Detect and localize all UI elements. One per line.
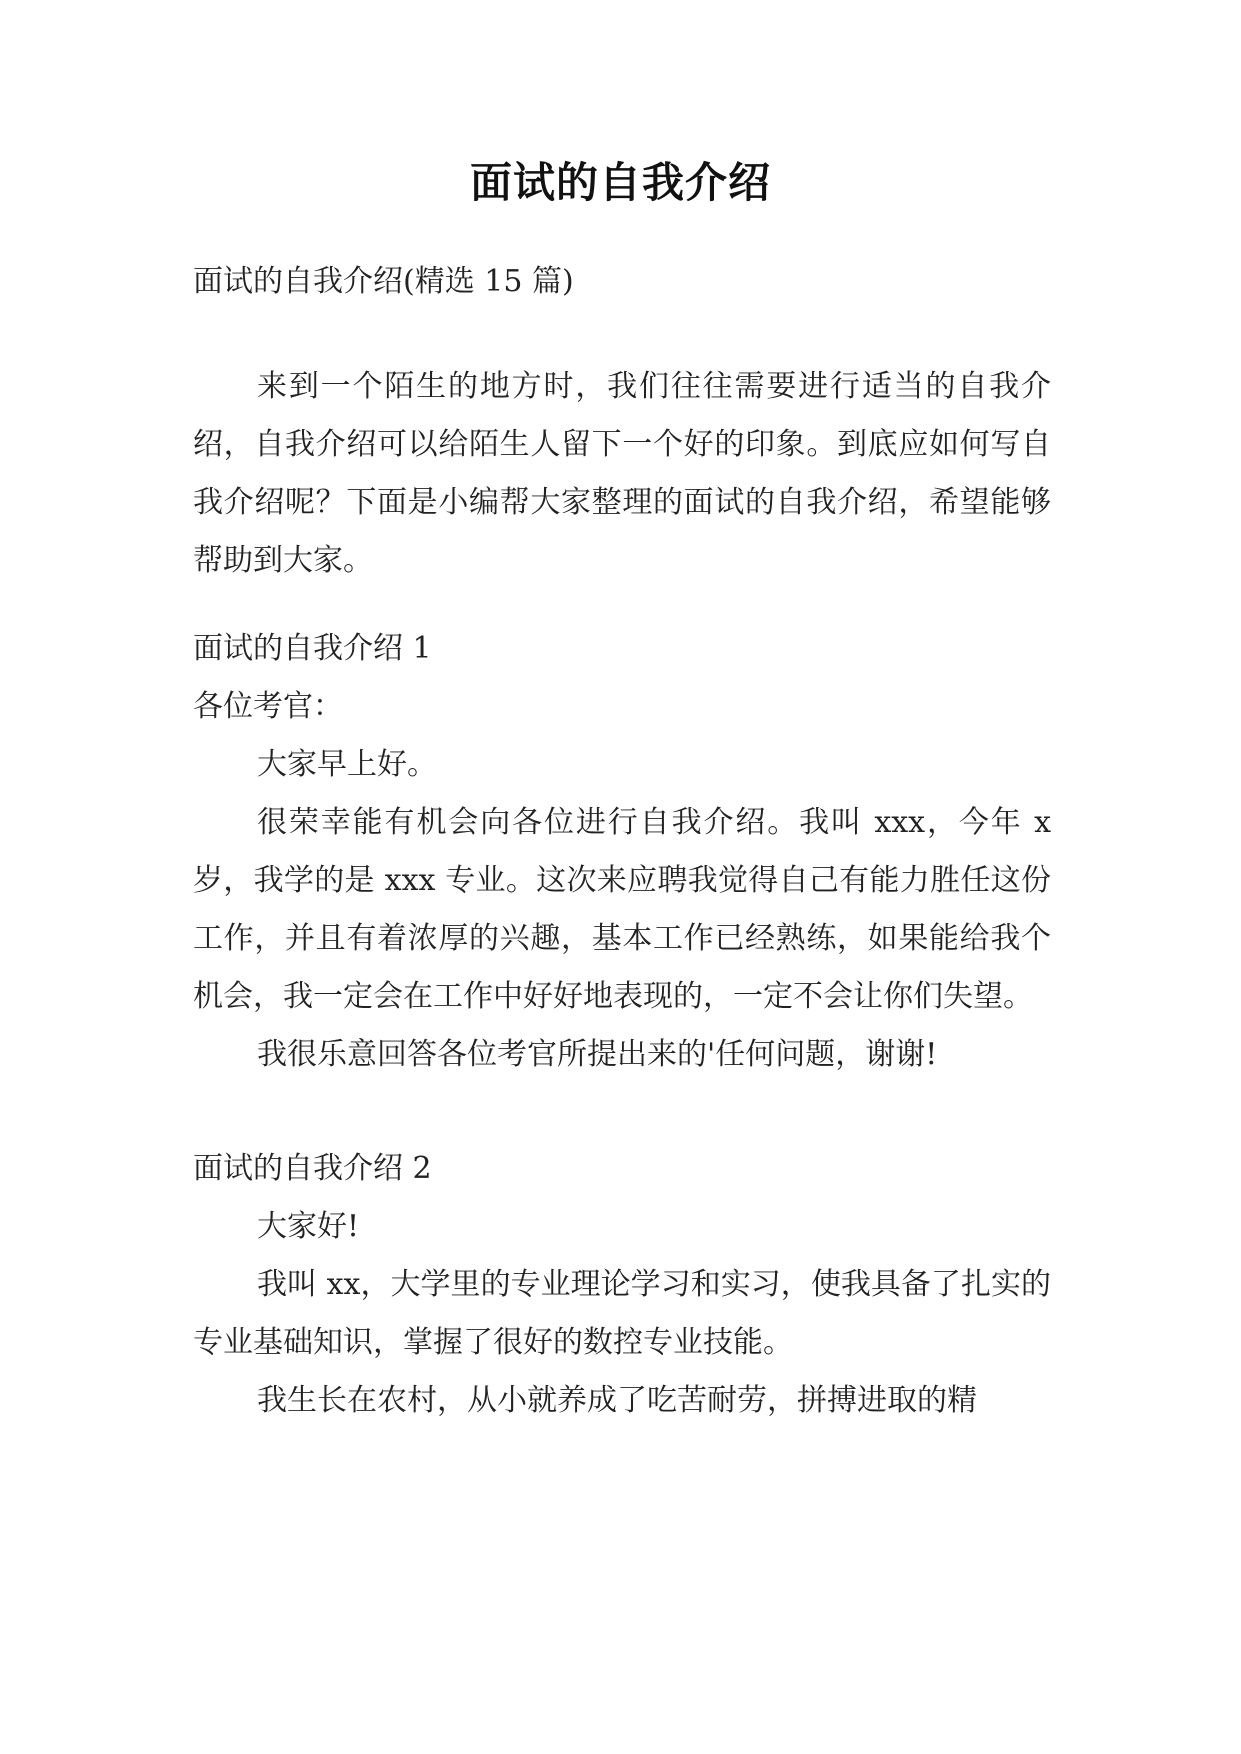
section-1-paragraph-2: 我很乐意回答各位考官所提出来的'任何问题，谢谢! — [257, 1037, 938, 1072]
section-2-paragraph-1: 我叫 xx，大学里的专业理论学习和实习，使我具备了扎实的专业基础知识，掌握了很好的数控专业技能。 — [193, 1267, 1051, 1360]
section-1-greeting: 大家早上好。 — [257, 747, 437, 782]
section-2-heading: 面试的自我介绍 2 — [193, 1151, 432, 1186]
section-1-heading: 面试的自我介绍 1 — [193, 631, 432, 666]
section-1-paragraph-1: 很荣幸能有机会向各位进行自我介绍。我叫 xxx，今年 x 岁，我学的是 xxx 专业。这次来应聘我觉得自己有能力胜任这份工作，并且有着浓厚的兴趣，基本工作已经熟练，如果能给我个机会，我一定会在工作中好好地表现的，一定不会让你们失望。 — [193, 805, 1051, 1014]
section-2-paragraph-2: 我生长在农村，从小就养成了吃苦耐劳，拼搏进取的精 — [257, 1383, 977, 1418]
subtitle-text: 面试的自我介绍(精选 15 篇) — [193, 264, 574, 299]
section-2 — [193, 1140, 1051, 1430]
section-1-salutation: 各位考官： — [193, 689, 343, 724]
intro-paragraph: 来到一个陌生的地方时，我们往往需要进行适当的自我介绍，自我介绍可以给陌生人留下一个好的印象。到底应如何写自我介绍呢？下面是小编帮大家整理的面试的自我介绍，希望能够帮助到大家。 — [193, 369, 1051, 578]
section-2-greeting: 大家好! — [257, 1209, 360, 1244]
document-title: 面试的自我介绍 — [469, 158, 771, 207]
section-1 — [193, 620, 1051, 1084]
subtitle — [193, 253, 1051, 311]
